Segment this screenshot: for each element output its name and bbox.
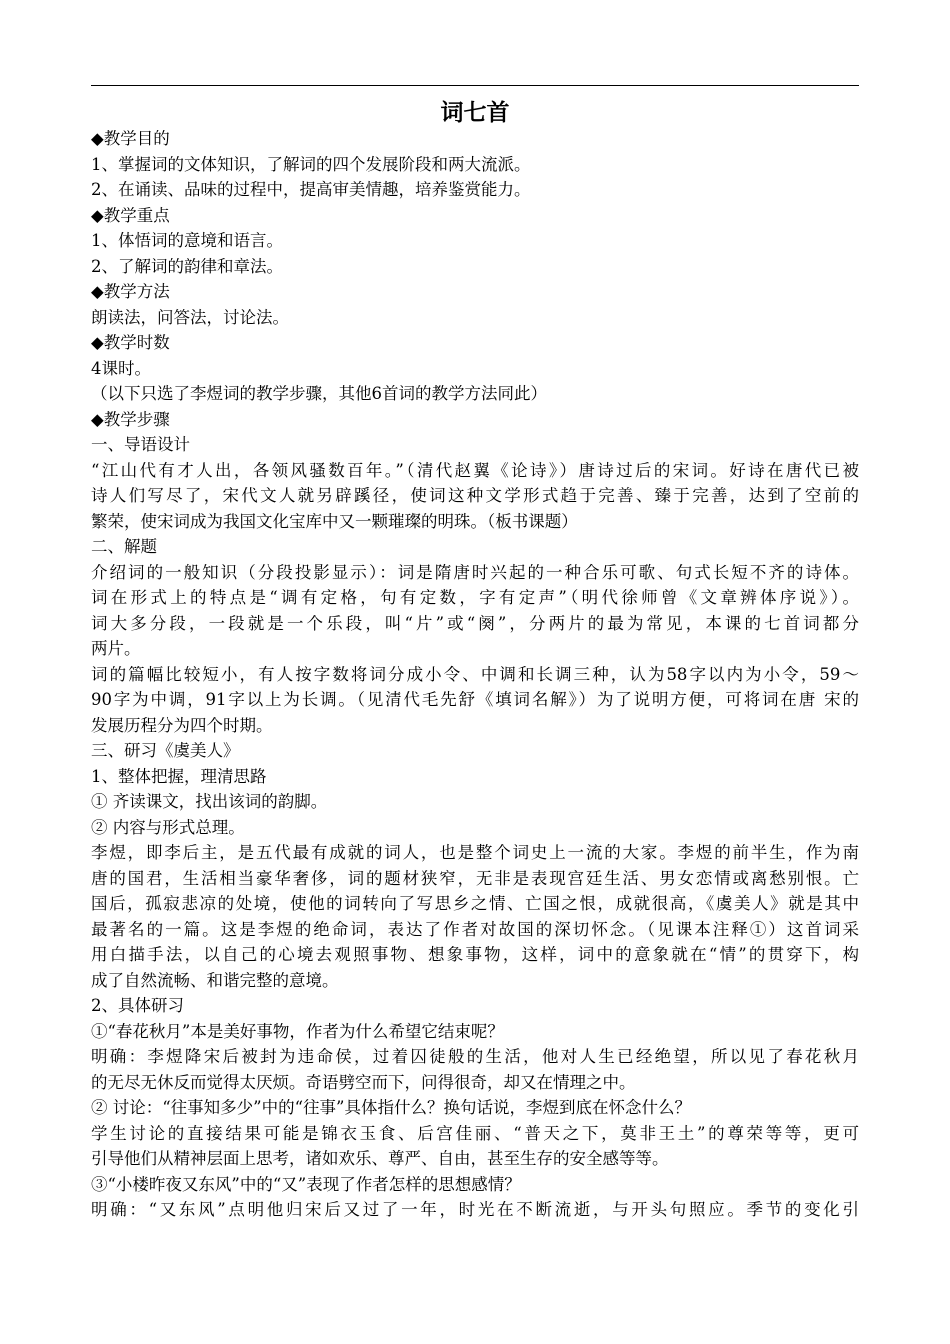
paragraph-line: 用白描手法，以自己的心境去观照事物、想象事物，这样，词中的意象就在“情”的贯穿下，构	[91, 945, 859, 964]
text-line: 朗读法，问答法，讨论法。	[91, 307, 289, 327]
paragraph-line: 词的篇幅比较短小，有人按字数将词分成小令、中调和长调三种，认为58字以内为小令，59～	[91, 664, 859, 684]
paragraph-line: 明确：“又东风”点明他归宋后又过了一年，时光在不断流逝，与开头句照应。季节的变化引	[91, 1200, 859, 1219]
paragraph-line: 两片。	[91, 639, 141, 658]
text-line: 2、具体研习	[91, 996, 184, 1015]
paragraph-line: 成了自然流畅、和谐完整的意境。	[91, 970, 339, 990]
text-line: ① 齐读课文，找出该词的韵脚。	[91, 792, 328, 811]
text-line: 2、在诵读、品味的过程中，提高审美情趣，培养鉴赏能力。	[91, 180, 531, 199]
paragraph	[91, 662, 859, 739]
paragraph-line: 唐的国君，生活相当豪华奢侈，词的题材狭窄，无非是表现宫廷生活、男女恋情或离愁别恨。亡	[91, 868, 859, 888]
paragraph	[91, 458, 859, 535]
document-body	[91, 126, 859, 1223]
paragraph	[91, 840, 859, 993]
paragraph-line: 词在形式上的特点是“调有定格，句有定数，字有定声”（明代徐师曾《文章辨体序说》）。	[91, 588, 859, 607]
text-line: ② 讨论：“往事知多少”中的“往事”具体指什么？换句话说，李煜到底在怀念什么？	[91, 1098, 691, 1117]
paragraph-line: 最著名的一篇。这是李煜的绝命词，表达了作者对故国的深切怀念。（见课本注释①）这首词采	[91, 919, 859, 939]
text-line: ◆教学目的	[91, 129, 170, 148]
paragraph	[91, 1197, 859, 1223]
text-line: 1、掌握词的文体知识，了解词的四个发展阶段和两大流派。	[91, 154, 531, 174]
paragraph-line: 繁荣，使宋词成为我国文化宝库中又一颗璀璨的明珠。（板书课题）	[91, 511, 578, 531]
paragraph-line: 词大多分段，一段就是一个乐段，叫“片”或“阕”，分两片的最为常见，本课的七首词都分	[91, 613, 859, 633]
text-line: ◆教学步骤	[91, 409, 170, 429]
text-line: ①“春花秋月”本是美好事物，作者为什么希望它结束呢？	[91, 1021, 504, 1041]
paragraph-line: 诗人们写尽了，宋代文人就另辟蹊径，使词这种文学形式趋于完善、臻于完善，达到了空前的	[91, 486, 859, 505]
paragraph-line: 引导他们从精神层面上思考，诸如欢乐、尊严、自由，甚至生存的安全感等等。	[91, 1149, 669, 1168]
header-rule	[91, 85, 859, 86]
text-line: ◆教学重点	[91, 205, 170, 225]
page-title: 词七首	[440, 100, 510, 126]
paragraph-line: 介绍词的一般知识（分段投影显示）：词是隋唐时兴起的一种合乐可歌、句式长短不齐的诗体。	[91, 562, 859, 582]
text-line: 2、了解词的韵律和章法。	[91, 256, 283, 276]
text-line: ③“小楼昨夜又东风”中的“又”表现了作者怎样的思想感情？	[91, 1174, 521, 1194]
paragraph-line: 学生讨论的直接结果可能是锦衣玉食、后宫佳丽、“普天之下，莫非王土”的尊荣等等，更可	[91, 1123, 859, 1143]
text-line: ◆教学方法	[91, 282, 170, 301]
paragraph	[91, 1044, 859, 1095]
paragraph-line: 明确：李煜降宋后被封为违命侯，过着囚徒般的生活，他对人生已经绝望，所以见了春花秋月	[91, 1047, 859, 1066]
paragraph-line: 90字为中调，91字以上为长调。（见清代毛先舒《填词名解》）为了说明方便，可将词在唐 宋的	[91, 690, 859, 709]
text-line: 三、研习《虞美人》	[91, 741, 240, 760]
text-line: 1、体悟词的意境和语言。	[91, 231, 283, 250]
paragraph-line: “江山代有才人出，各领风骚数百年。”（清代赵翼《论诗》）唐诗过后的宋词。好诗在唐代已被	[91, 460, 859, 480]
paragraph-line: 的无尽无休反而觉得太厌烦。奇语劈空而下，问得很奇，却又在情理之中。	[91, 1072, 636, 1092]
text-line: 二、解题	[91, 537, 157, 556]
text-line: ◆教学时数	[91, 333, 170, 352]
text-line: 一、导语设计	[91, 435, 190, 454]
text-line: 1、整体把握，理清思路	[91, 766, 267, 786]
paragraph-line: 国后，孤寂悲凉的处境，使他的词转向了写思乡之情、亡国之恨，成就很高，《虞美人》就是其中	[91, 894, 859, 913]
paragraph	[91, 1121, 859, 1172]
paragraph	[91, 560, 859, 662]
text-line: 4课时。	[91, 358, 151, 378]
text-line: （以下只选了李煜词的教学步骤，其他6首词的教学方法同此）	[91, 384, 547, 403]
text-line: ② 内容与形式总理。	[91, 817, 245, 837]
paragraph-line: 发展历程分为四个时期。	[91, 715, 273, 735]
paragraph-line: 李煜，即李后主，是五代最有成就的词人，也是整个词史上一流的大家。李煜的前半生，作为南	[91, 843, 859, 862]
